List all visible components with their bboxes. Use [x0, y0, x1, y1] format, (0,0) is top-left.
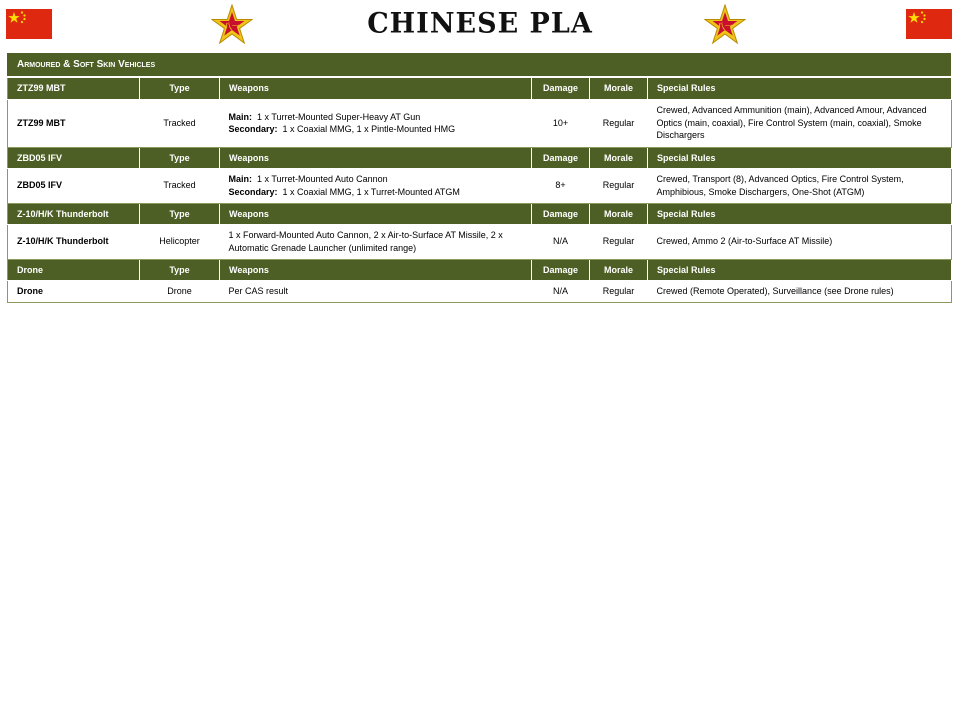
- damage-column-header: Damage: [532, 203, 590, 224]
- damage-column-header: Damage: [532, 78, 590, 99]
- vehicle-type: Tracked: [140, 168, 220, 203]
- type-column-header: Type: [140, 203, 220, 224]
- secondary-weapon-label: Secondary:: [228, 186, 278, 197]
- vehicle-damage: 10+: [532, 99, 590, 147]
- special-rules-column-header: Special Rules: [648, 78, 952, 99]
- special-rules-column-header: Special Rules: [648, 147, 952, 168]
- emblem-text: 八一: [224, 22, 240, 31]
- vehicle-special-rules: Crewed, Transport (8), Advanced Optics, Fire Control System, Amphibious, Smoke Dischargers, One-Shot (ATGM): [648, 168, 952, 203]
- morale-column-header: Morale: [590, 203, 648, 224]
- vehicle-morale: Regular: [590, 168, 648, 203]
- emblem-text: 八一: [717, 22, 733, 31]
- vehicle-data-row: [8, 99, 952, 147]
- vehicle-weapons: [220, 168, 532, 203]
- vehicle-damage: N/A: [532, 280, 590, 302]
- vehicle-name: Z-10/H/K Thunderbolt: [8, 224, 140, 259]
- morale-column-header: Morale: [590, 78, 648, 99]
- main-weapon: 1 x Turret-Mounted Auto Cannon: [257, 174, 388, 184]
- vehicle-name: ZBD05 IFV: [8, 168, 140, 203]
- secondary-weapon-label: Secondary:: [228, 124, 278, 134]
- vehicle-name: ZTZ99 MBT: [8, 99, 140, 147]
- vehicle-morale: Regular: [590, 99, 648, 147]
- weapons-column-header: Weapons: [220, 259, 532, 280]
- special-rules-column-header: Special Rules: [648, 203, 952, 224]
- vehicle-morale: Regular: [590, 280, 648, 302]
- main-weapon-label: Main:: [228, 111, 252, 122]
- main-weapon-label: Main:: [228, 174, 252, 184]
- pla-emblem-icon: [704, 4, 746, 46]
- vehicle-header-row: [8, 203, 952, 224]
- vehicle-header-name: ZBD05 IFV: [8, 147, 140, 168]
- weapons-column-header: Weapons: [220, 147, 532, 168]
- vehicle-header-row: [8, 147, 952, 168]
- china-flag-icon: [906, 9, 952, 39]
- morale-column-header: Morale: [590, 259, 648, 280]
- type-column-header: Type: [140, 147, 220, 168]
- vehicle-damage: 8+: [532, 168, 590, 203]
- vehicle-special-rules: Crewed, Ammo 2 (Air-to-Surface AT Missile): [648, 224, 952, 259]
- damage-column-header: Damage: [532, 259, 590, 280]
- vehicle-type: Drone: [140, 280, 220, 302]
- vehicle-type: Helicopter: [140, 224, 220, 259]
- vehicle-data-row: [8, 280, 952, 302]
- page-title: CHINESE PLA: [367, 7, 593, 40]
- section-title: Armoured & Soft Skin Vehicles: [7, 53, 951, 76]
- vehicle-weapons: Per CAS result: [220, 280, 532, 302]
- vehicle-header-row: [8, 259, 952, 280]
- vehicle-header-name: ZTZ99 MBT: [8, 78, 140, 99]
- vehicle-special-rules: Crewed, Advanced Ammunition (main), Advanced Amour, Advanced Optics (main, coaxial), Fire Control System (main, coaxial), Smoke Dischargers: [648, 99, 952, 147]
- vehicle-damage: N/A: [532, 224, 590, 259]
- weapons-column-header: Weapons: [220, 78, 532, 99]
- special-rules-column-header: Special Rules: [648, 259, 952, 280]
- vehicle-morale: Regular: [590, 224, 648, 259]
- weapons-column-header: Weapons: [220, 203, 532, 224]
- type-column-header: Type: [140, 259, 220, 280]
- vehicle-weapons: [220, 99, 532, 147]
- vehicle-data-row: [8, 224, 952, 259]
- type-column-header: Type: [140, 78, 220, 99]
- secondary-weapon: 1 x Coaxial MMG, 1 x Turret-Mounted ATGM: [282, 186, 460, 197]
- vehicle-name: Drone: [8, 280, 140, 302]
- damage-column-header: Damage: [532, 147, 590, 168]
- page-header: [0, 0, 960, 50]
- vehicle-header-name: Drone: [8, 259, 140, 280]
- secondary-weapon: 1 x Coaxial MMG, 1 x Pintle-Mounted HMG: [282, 124, 456, 134]
- vehicle-weapons: 1 x Forward-Mounted Auto Cannon, 2 x Air-to-Surface AT Missile, 2 x Automatic Grenade Launcher (unlimited range): [220, 224, 532, 259]
- vehicle-table: [7, 78, 952, 303]
- vehicle-type: Tracked: [140, 99, 220, 147]
- main-weapon: 1 x Turret-Mounted Super-Heavy AT Gun: [257, 111, 421, 122]
- vehicle-header-row: [8, 78, 952, 99]
- vehicle-data-row: [8, 168, 952, 203]
- vehicle-header-name: Z-10/H/K Thunderbolt: [8, 203, 140, 224]
- morale-column-header: Morale: [590, 147, 648, 168]
- vehicle-special-rules: Crewed (Remote Operated), Surveillance (see Drone rules): [648, 280, 952, 302]
